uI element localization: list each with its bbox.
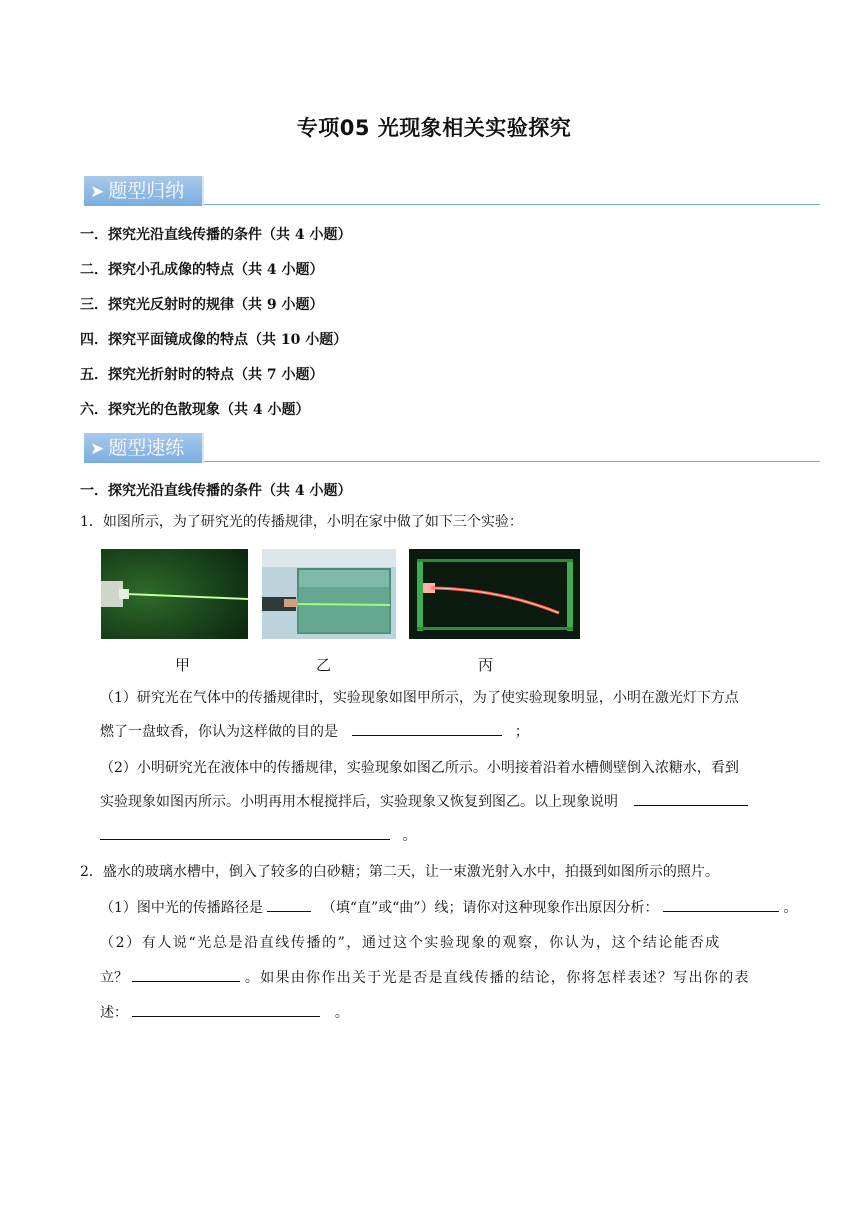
toc-item-6: 六．探究光的色散现象（共 4 小题） — [80, 402, 310, 418]
divider — [204, 461, 820, 462]
q2-part2-line3 — [100, 1002, 349, 1023]
q2-stem: 2．盛水的玻璃水槽中，倒入了较多的白砂糖；第二天，让一束激光射入水中，拍摄到如图所示的照片。 — [80, 864, 719, 880]
answer-blank[interactable] — [132, 1002, 320, 1017]
toc-item-5: 五．探究光折射时的特点（共 7 小题） — [80, 367, 324, 383]
q2-part2-text-b: 。如果由你作出关于光是否是直线传播的结论，你将怎样表述？写出你的表 — [244, 970, 750, 986]
photo-bing — [409, 549, 580, 639]
answer-blank[interactable] — [100, 825, 390, 840]
q2-part2-text-a: 立？ — [100, 970, 128, 986]
section-tag — [84, 433, 204, 463]
practice-heading: 一．探究光沿直线传播的条件（共 4 小题） — [80, 483, 352, 499]
caption-bing: 丙 — [478, 656, 494, 674]
divider — [204, 204, 820, 205]
q1-part1-text: 燃了一盘蚊香，你认为这样做的目的是 — [100, 724, 338, 740]
answer-blank[interactable] — [132, 967, 240, 982]
page-title: 专项05 光现象相关实验探究 — [296, 116, 572, 140]
caption-jia: 甲 — [175, 656, 191, 674]
toc-item-1: 一．探究光沿直线传播的条件（共 4 小题） — [80, 227, 352, 243]
section-header-practice — [84, 433, 820, 463]
section-header-summary — [84, 176, 820, 206]
answer-blank[interactable] — [352, 721, 502, 736]
q2-part2-line1: （2）有人说“光总是沿直线传播的”，通过这个实验现象的观察，你认为，这个结论能否成 — [100, 935, 721, 951]
q1-stem: 1．如图所示，为了研究光的传播规律，小明在家中做了如下三个实验： — [80, 514, 523, 530]
q2-part1-text-b: （填“直”或“曲”）线；请你对这种现象作出原因分析： — [321, 900, 659, 916]
q1-part2-line3 — [100, 825, 416, 846]
q1-part1-line1: （1）研究光在气体中的传播规律时，实验现象如图甲所示，为了使实验现象明显，小明在激光灯下方点 — [100, 690, 739, 706]
q2-part1-text-a: （1）图中光的传播路径是 — [100, 900, 263, 916]
answer-blank[interactable] — [267, 897, 311, 912]
answer-blank[interactable] — [634, 791, 748, 806]
q2-part2-text-c: 述： — [100, 1005, 128, 1021]
toc-item-3: 三．探究光反射时的规律（共 9 小题） — [80, 297, 324, 313]
q2-part2-end: 。 — [334, 1005, 349, 1021]
arrow-right-icon: ➤ — [90, 439, 105, 459]
photo-jia — [101, 549, 248, 639]
q1-part1-end: ； — [514, 724, 529, 740]
q1-part2-end: 。 — [402, 828, 417, 844]
toc-item-2: 二．探究小孔成像的特点（共 4 小题） — [80, 262, 324, 278]
q2-part1-end: 。 — [783, 900, 798, 916]
section-tag-label: 题型速练 — [108, 437, 185, 459]
answer-blank[interactable] — [663, 897, 779, 912]
photo-yi — [262, 549, 396, 639]
caption-yi: 乙 — [316, 656, 332, 674]
q1-part1-line2 — [100, 721, 529, 742]
toc-item-4: 四．探究平面镜成像的特点（共 10 小题） — [80, 332, 348, 348]
section-tag — [84, 176, 204, 206]
q1-part2-line1: （2）小明研究光在液体中的传播规律，实验现象如图乙所示。小明接着沿着水槽侧壁倒入浓糖水，看到 — [100, 760, 739, 776]
q2-part2-line2 — [100, 967, 750, 988]
q2-part1 — [100, 897, 797, 918]
q1-part2-text: 实验现象如图丙所示。小明再用木棍搅拌后，实验现象又恢复到图乙。以上现象说明 — [100, 794, 618, 810]
q1-part2-line2 — [100, 791, 748, 812]
section-tag-label: 题型归纳 — [108, 180, 185, 202]
arrow-right-icon: ➤ — [90, 182, 105, 202]
